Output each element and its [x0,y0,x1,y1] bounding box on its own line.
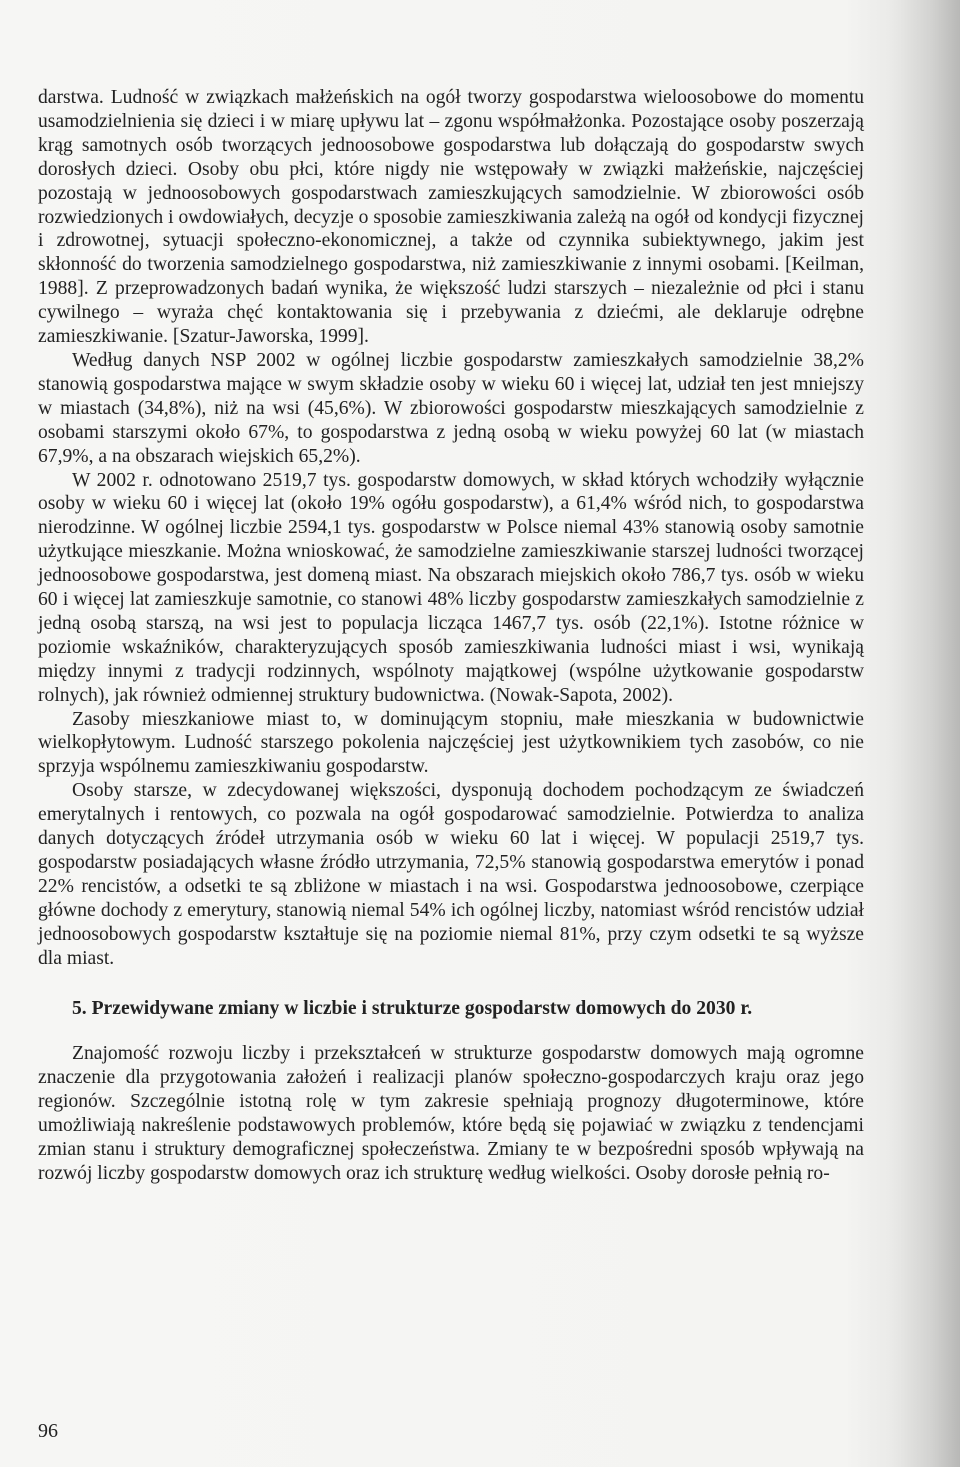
paragraph-4: Zasoby mieszkaniowe miast to, w dominującym stopniu, małe mieszkania w budownictwie wielkopłytowym. Ludność starszego pokolenia najczęściej jest użytkownikiem tych zasobów, co nie sprzyja wspólnemu zamieszkiwaniu gospodarstw. [38,708,864,778]
page-body [38,86,864,1186]
paragraph-5: Osoby starsze, w zdecydowanej większości, dysponują dochodem pochodzącym ze świadczeń emerytalnych i rentowych, co pozwala na ogół gospodarować samodzielnie. Potwierdza to analiza danych dotyczących źródeł utrzymania osób w wieku 60 lat i więcej. W populacji 2519,7 tys. gospodarstw posiadających własne źródło utrzymania, 72,5% stanowią gospodarstwa emerytów i ponad 22% rencistów, a odsetki te są zbliżone w miastach i na wsi. Gospodarstwa jednoosobowe, czerpiące główne dochody z emerytury, stanowią niemal 54% ich ogólnej liczby, natomiast wśród rencistów udział jednoosobowych gospodarstw kształtuje się na poziomie niemal 81%, przy czym odsetki te są wyższe dla miast. [38,780,864,969]
paragraph-2: Według danych NSP 2002 w ogólnej liczbie gospodarstw zamieszkałych samodzielnie 38,2% stanowią gospodarstwa mające w swym składzie osoby w wieku 60 i więcej lat, udział ten jest mniejszy w miastach (34,8%), niż na wsi (45,6%). W zbiorowości gospodarstw mieszkających samodzielnie z osobami starszymi około 67%, to gospodarstwa z jedną osobą w wieku powyżej 60 lat (w miastach 67,9%, a na obszarach wiejskich 65,2%). [38,349,864,467]
paragraph-3: W 2002 r. odnotowano 2519,7 tys. gospodarstw domowych, w skład których wchodziły wyłącznie osoby w wieku 60 i więcej lat (około 19% ogółu gospodarstw), a 61,4% wśród nich, to gospodarstwa nierodzinne. W ogólnej liczbie 2594,1 tys. gospodarstw w Polsce niemal 43% stanowią osoby samotnie użytkujące mieszkanie. Można wnioskować, że samodzielne zamieszkiwanie starszej ludności tworzącej jednoosobowe gospodarstwa, jest domeną miast. Na obszarach miejskich około 786,7 tys. osób w wieku 60 i więcej lat zamieszkuje samotnie, co stanowi 48% liczby gospodarstw zamieszkałych samodzielnie z jedną osobą starszą, na wsi jest to populacja licząca 1467,7 tys. osób (22,1%). Istotne różnice w poziomie wskaźników, charakteryzujących sposób zamieszkiwania ludności miast i wsi, wynikają między innymi z tradycji rodzinnych, wspólnoty majątkowej (wspólne użytkowanie gospodarstw rolnych), jak również odmiennej struktury budownictwa. (Nowak-Sapota, 2002). [38,469,864,706]
page-number: 96 [38,1420,58,1442]
binding-shadow [890,0,960,1467]
section-heading: 5. Przewidywane zmiany w liczbie i strukturze gospodarstw domowych do 2030 r. [72,997,753,1019]
paragraph-1: darstwa. Ludność w związkach małżeńskich na ogół tworzy gospodarstwa wieloosobowe do momentu usamodzielnienia się dzieci i w miarę upływu lat – zgonu współmałżonka. Pozostające osoby poszerzają krąg samotnych osób tworzących jednoosobowe gospodarstwa lub dołączają do gospodarstw swych dorosłych dzieci. Osoby obu płci, które nigdy nie wstępowały w związki małżeńskie, najczęściej pozostają w jednoosobowych gospodarstwach zamieszkujących samodzielnie. W zbiorowości osób rozwiedzionych i owdowiałych, decyzje o sposobie zamieszkiwania zależą na ogół od kondycji fizycznej i zdrowotnej, sytuacji społeczno-ekonomicznej, a także od czynnika subiektywnego, jakim jest skłonność do tworzenia samodzielnego gospodarstwa, niż zamieszkiwanie z innymi osobami. [Keilman, 1988]. Z przeprowadzonych badań wynika, że większość ludzi starszych – niezależnie od płci i stanu cywilnego – wyraża chęć kontaktowania się i przebywania z dziećmi, ale deklaruje odrębne zamieszkiwanie. [Szatur-Jaworska, 1999]. [38,87,864,348]
section-paragraph-1: Znajomość rozwoju liczby i przekształceń w strukturze gospodarstw domowych mają ogromne znaczenie dla przygotowania założeń i realizacji planów społeczno-gospodarczych kraju oraz jego regionów. Szczególnie istotną rolę w tym zakresie spełniają prognozy długoterminowe, które umożliwiają nakreślenie podstawowych problemów, które będą się pojawiać w związku z tendencjami zmian stanu i struktury demograficznej społeczeństwa. Zmiany te w bezpośredni sposób wpływają na rozwój liczby gospodarstw domowych oraz ich strukturę według wielkości. Osoby dorosłe pełnią ro- [38,1043,864,1184]
